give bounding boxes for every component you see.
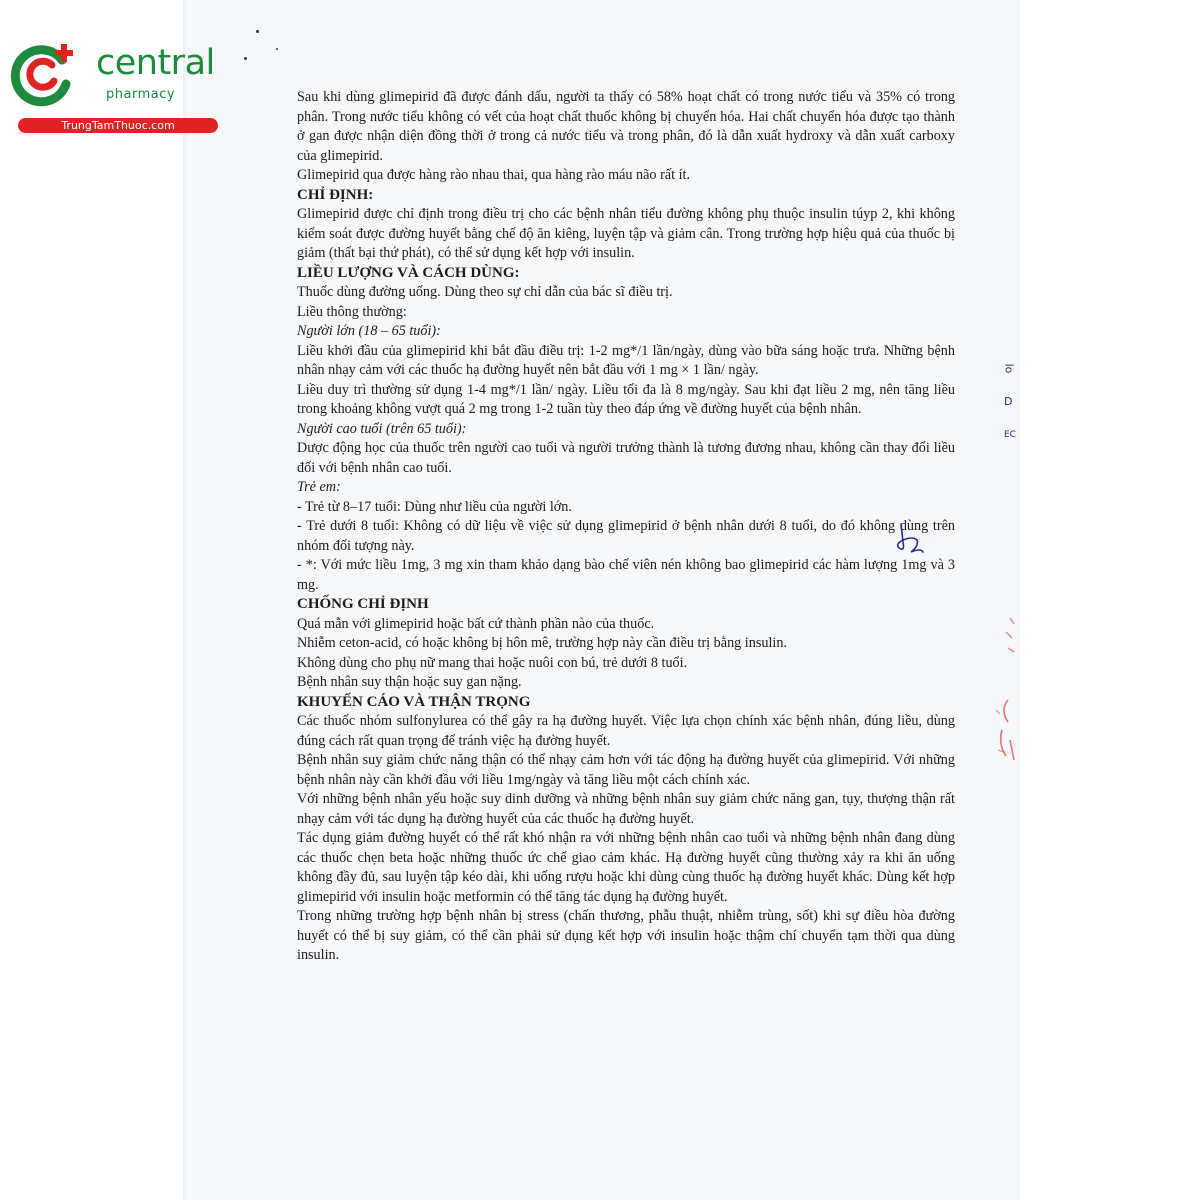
body-paragraph: Trong những trường hợp bệnh nhân bị stress (chấn thương, phẫu thuật, nhiễm trùng, sốt) khi sự điều hòa đường huyết có thể bị suy giảm, có thể cần phải sử dụng kết hợp với insulin hoặc thậm chí chuyển tạm thời qua dùng insulin. [297,908,955,963]
section-heading: CHỈ ĐỊNH: [297,186,374,203]
body-paragraph: Dược động học của thuốc trên người cao tuổi và người trưởng thành là tương đương nhau, không cần thay đổi liều đối với bệnh nhân cao tuổi. [297,440,955,476]
margin-mark: D [1004,395,1013,408]
scan-speck [276,48,278,50]
subheading: Trẻ em: [297,479,341,495]
section-heading: LIỀU LƯỢNG VÀ CÁCH DÙNG: [297,264,520,281]
brand-subtitle: pharmacy [106,87,176,102]
body-paragraph: Bệnh nhân suy thận hoặc suy gan nặng. [297,674,522,690]
body-paragraph: Sau khi dùng glimepirid đã được đánh dấu, người ta thấy có 58% hoạt chất có trong nước tiểu và 35% có trong phân. Trong nước tiểu không có vết của hoạt chất thuốc không bị chuyển hóa. Hai chất chuyển hóa được tạo thành ở gan được nhận diện đồng thời ở trong cả nước tiểu và trong phân, đó là dẫn xuất hydroxy và dẫn xuất carboxy của glimepirid. [297,89,955,164]
body-paragraph: - Trẻ từ 8–17 tuổi: Dùng như liều của người lớn. [297,498,572,515]
body-paragraph: Liều duy trì thường sử dụng 1-4 mg*/1 lần/ ngày. Liều tối đa là 8 mg/ngày. Sau khi đạt liều 2 mg, nên tăng liều trong khoảng không vượt quá 2 mg trong 1-2 tuần tùy theo đáp ứng về đường huyết của bệnh nhân. [297,381,955,417]
body-paragraph: Thuốc dùng đường uống. Dùng theo sự chỉ dẫn của bác sĩ điều trị. [297,284,673,300]
margin-mark: EC [1004,430,1016,440]
body-paragraph: Glimepirid được chỉ định trong điều trị cho các bệnh nhân tiểu đường không phụ thuộc insulin túyp 2, khi không kiểm soát được đường huyết bằng chế độ ăn kiêng, luyện tập và giảm cân. Trong trường hợp hiệu quả của thuốc bị giảm (thất bại thứ phát), có thể sử dụng kết hợp với insulin. [297,206,955,261]
body-paragraph: Bệnh nhân suy giảm chức năng thận có thể nhạy cảm hơn với tác động hạ đường huyết của glimepirid. Với những bệnh nhân này cần khởi đầu với liều 1mg/ngày và tăng liều một cách chính xác. [297,752,955,788]
subheading: Người lớn (18 – 65 tuổi): [297,323,441,339]
pharmacy-cross-icon [10,38,80,108]
body-paragraph: Quá mẫn với glimepirid hoặc bất cứ thành phần nào của thuốc. [297,615,655,632]
body-paragraph: Không dùng cho phụ nữ mang thai hoặc nuôi con bú, trẻ dưới 8 tuổi. [297,654,688,671]
central-pharmacy-logo [10,38,215,138]
body-paragraph: Nhiễm ceton-acid, có hoặc không bị hôn mê, trường hợp này cần điều trị bằng insulin. [297,635,787,651]
margin-mark: lo [1002,363,1016,374]
body-paragraph: Glimepirid qua được hàng rào nhau thai, qua hàng rào máu não rất ít. [297,167,691,183]
handwritten-initial [891,522,925,558]
section-heading: KHUYẾN CÁO VÀ THẬN TRỌNG [297,693,531,710]
red-stamp-fragment [988,610,1018,770]
subheading: Người cao tuổi (trên 65 tuổi): [297,420,467,437]
body-paragraph: - Trẻ dưới 8 tuổi: Không có dữ liệu về việc sử dụng glimepirid ở bệnh nhân dưới 8 tuổi, do đó không dùng trên nhóm đối tượng này. [297,518,955,554]
section-heading: CHỐNG CHỈ ĐỊNH [297,596,429,612]
body-paragraph: Các thuốc nhóm sulfonylurea có thể gây ra hạ đường huyết. Việc lựa chọn chính xác bệnh nhân, đúng liều, dùng đúng cách rất quan trọng để tránh việc hạ đường huyết. [297,713,955,749]
brand-website: TrungTamThuoc.com [18,118,218,133]
body-paragraph: - *: Với mức liều 1mg, 3 mg xin tham khảo dạng bào chế viên nén không bao glimepirid các hàm lượng 1mg và 3 mg. [297,557,955,593]
scan-speck [244,57,247,60]
body-paragraph: Với những bệnh nhân yếu hoặc suy dinh dưỡng và những bệnh nhân suy giảm chức năng gan, tụy, thượng thận rất nhạy cảm với tác dụng hạ đường huyết của các thuốc hạ đường huyết. [297,791,955,827]
brand-name: central [96,43,215,83]
document-body [297,88,955,966]
body-paragraph: Tác dụng giảm đường huyết có thể rất khó nhận ra với những bệnh nhân cao tuổi và những bệnh nhân đang dùng các thuốc chẹn beta hoặc những thuốc ức chế giao cảm khác. Hạ đường huyết cũng thường xảy ra khi ăn uống không đầy đủ, sau luyện tập kéo dài, khi uống rượu hoặc khi dùng cùng thuốc hạ đường huyết khác. Dùng kết hợp glimepirid với insulin hoặc metformin có thể tăng tác dụng hạ đường huyết. [297,830,955,905]
body-paragraph: Liều thông thường: [297,303,407,320]
body-paragraph: Liều khởi đầu của glimepirid khi bắt đầu điều trị: 1-2 mg*/1 lần/ngày, dùng vào bữa sáng hoặc trưa. Những bệnh nhân nhạy cảm với các thuốc hạ đường huyết nên bắt đầu với 1 mg × 1 lần/ ngày. [297,342,955,378]
scan-speck [256,30,259,33]
